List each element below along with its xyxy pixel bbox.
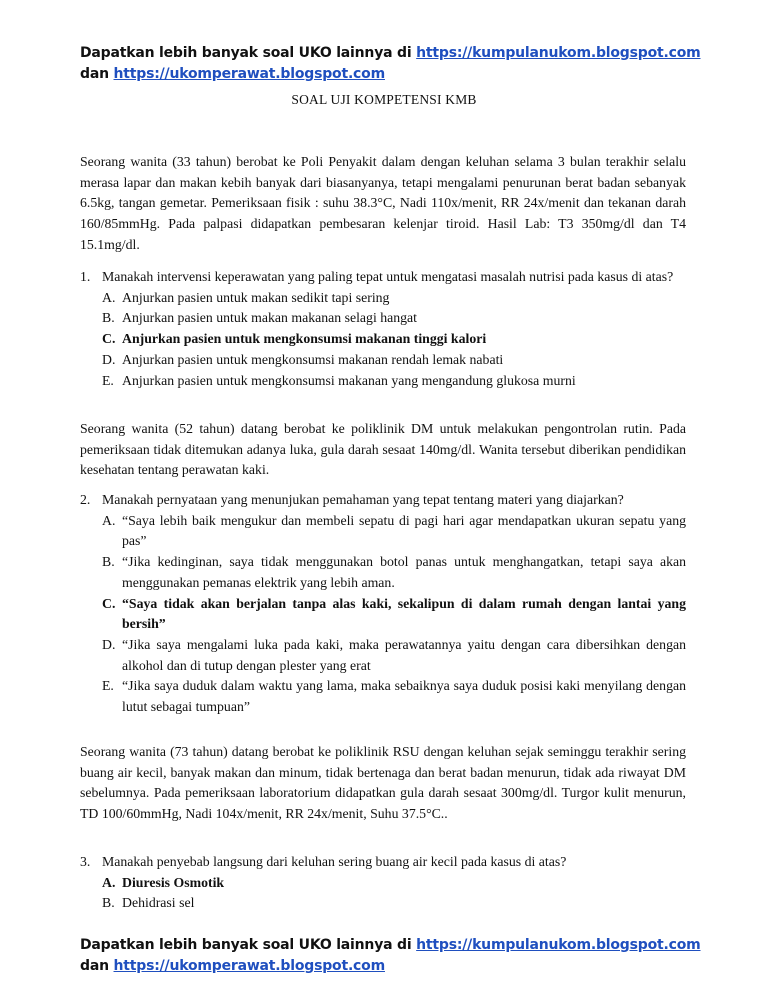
question-number: 3. [80,854,91,869]
question-1 [80,267,686,391]
question-number: 1. [80,269,91,284]
option-text: “Jika kedinginan, saya tidak menggunakan botol panas untuk menghangatkan, tetapi saya akan menggunakan pemanas elektrik yang lebih aman. [122,554,686,590]
answer-option [102,893,686,914]
answer-option [102,635,686,676]
option-text: Anjurkan pasien untuk mengkonsumsi makanan tinggi kalori [122,331,487,347]
footer-link-kumpulanukom[interactable]: https://kumpulanukom.blogspot.com [416,937,701,953]
option-letter: C. [102,595,116,611]
footer-link-ukomperawat[interactable]: https://ukomperawat.blogspot.com [113,958,385,974]
question-number: 2. [80,492,91,507]
case-2-paragraph: Seorang wanita (52 tahun) datang berobat ke poliklinik DM untuk melakukan pengontrolan rutin. Pada pemeriksaan tidak ditemukan adanya luka, gula darah sesaat 140mg/dl. Wanita tersebut diberikan pendidikan kesehatan tentang perawatan kaki. [80,421,686,478]
answer-option-correct [102,873,686,894]
question-3 [80,852,686,914]
answer-option [102,371,686,392]
question-stem [80,852,686,873]
question-2 [80,490,686,718]
option-text: Dehidrasi sel [122,895,195,911]
question-text: Manakah intervensi keperawatan yang paling tepat untuk mengatasi masalah nutrisi pada kasus di atas? [102,269,674,284]
option-text: Anjurkan pasien untuk mengkonsumsi makanan yang mengandung glukosa murni [122,372,576,388]
header-banner [80,43,701,85]
answer-option [102,511,686,552]
option-text: Anjurkan pasien untuk makan makanan selagi hangat [122,310,418,326]
footer-promo-text: Dapatkan lebih banyak soal UKO lainnya di [80,937,417,953]
option-letter: B. [102,895,115,911]
header-line-2 [80,64,701,85]
option-letter: D. [102,351,116,367]
header-line-1 [80,43,701,64]
option-letter: E. [102,372,114,388]
option-text: Anjurkan pasien untuk mengkonsumsi makanan rendah lemak nabati [122,351,504,367]
answer-option [102,552,686,593]
header-link-kumpulanukom[interactable]: https://kumpulanukom.blogspot.com [416,45,701,61]
case-1-paragraph: Seorang wanita (33 tahun) berobat ke Poli Penyakit dalam dengan keluhan selama 3 bulan terakhir selalu merasa lapar dan makan kebih banyak dari biasanyanya, tetapi mengalami penurunan berat badan sebanyak 6.5kg, tangan gemetar. Pemeriksaan fisik : suhu 38.3°C, Nadi 110x/menit, RR 24x/menit dan tekanan darah 160/85mmHg. Pada palpasi didapatkan pembesaran kelenjar tiroid. Hasil Lab: T3 350mg/dl dan T4 15.1mg/dl. [80,154,686,252]
question-text: Manakah penyebab langsung dari keluhan sering buang air kecil pada kasus di atas? [102,854,567,869]
option-letter: A. [102,289,116,305]
answer-option [102,308,686,329]
option-letter: E. [102,678,114,694]
answer-option [102,350,686,371]
option-text: “Jika saya mengalami luka pada kaki, maka perawatannya yaitu dengan cara dibersihkan dengan alkohol dan di tutup dengan plester yang erat [122,636,686,673]
answer-option-correct [102,329,686,350]
question-text: Manakah pernyataan yang menunjukan pemahaman yang tepat tentang materi yang diajarkan? [102,492,624,507]
option-letter: C. [102,331,116,347]
option-letter: A. [102,874,116,890]
question-stem [80,490,686,511]
answer-option-correct [102,594,686,635]
footer-line-1 [80,935,701,956]
option-letter: D. [102,636,116,652]
question-stem [80,267,686,288]
option-letter: A. [102,512,116,528]
header-promo-text: Dapatkan lebih banyak soal UKO lainnya di [80,45,417,61]
option-text: “Saya tidak akan berjalan tanpa alas kaki, sekalipun di dalam rumah dengan lantai yang bersih” [122,595,686,632]
header-and-text: dan [80,66,114,82]
footer-line-2 [80,956,701,977]
option-letter: B. [102,554,115,570]
option-text: “Saya lebih baik mengukur dan membeli sepatu di pagi hari agar mendapatkan ukuran sepatu yang pas” [122,512,686,549]
case-3-paragraph: Seorang wanita (73 tahun) datang berobat ke poliklinik RSU dengan keluhan sejak seminggu terakhir sering buang air kecil, banyak makan dan minum, tidak bertenaga dan berat badan menurun, tidak ada riwayat DM sebelumnya. Pada pemeriksaan laboratorium didapatkan gula darah sesaat 300mg/dl. Turgor kulit menurun, TD 100/60mmHg, Nadi 104x/menit, RR 24x/menit, Suhu 37.5°C.. [80,744,686,822]
option-letter: B. [102,310,115,326]
option-text: Diuresis Osmotik [122,874,225,890]
option-text: Anjurkan pasien untuk makan sedikit tapi sering [122,289,390,305]
answer-option [102,676,686,717]
footer-and-text: dan [80,958,114,974]
page-title: SOAL UJI KOMPETENSI KMB [291,92,477,107]
option-text: “Jika saya duduk dalam waktu yang lama, maka sebaiknya saya duduk posisi kaki menyilang dengan lutut sebagai tumpuan” [122,678,686,715]
footer-banner [80,935,701,977]
answer-option [102,288,686,309]
header-link-ukomperawat[interactable]: https://ukomperawat.blogspot.com [113,66,385,82]
